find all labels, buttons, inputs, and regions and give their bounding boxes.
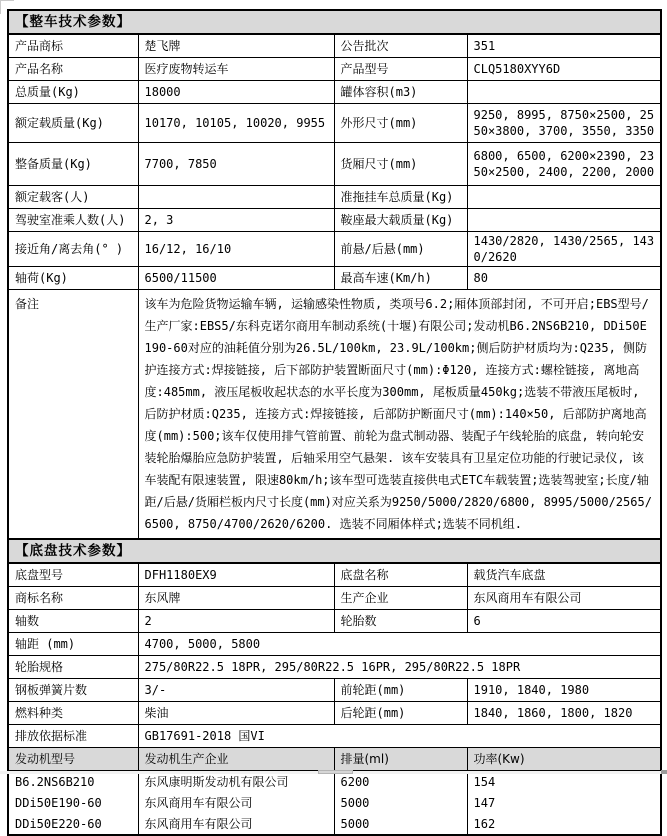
- param-value: [138, 186, 334, 209]
- param-value: 4700, 5000, 5800: [138, 633, 661, 656]
- chassis-section-title: 【底盘技术参数】: [8, 539, 661, 563]
- param-label: 底盘型号: [8, 563, 138, 587]
- param-value: 东风商用车有限公司: [467, 587, 661, 610]
- vehicle-section-title: 【整车技术参数】: [8, 10, 661, 34]
- engine-model-cell: DDi50E190-60: [8, 792, 138, 813]
- param-label: 前轮距(mm): [334, 679, 467, 702]
- table-row: [8, 563, 661, 587]
- table-row: [8, 679, 661, 702]
- table-row: [8, 34, 661, 58]
- tire-spec-row: [8, 656, 661, 679]
- table-row: [8, 267, 661, 290]
- param-label: 外形尺寸(mm): [334, 104, 467, 143]
- wheelbase-row: [8, 633, 661, 656]
- param-value: 6: [467, 610, 661, 633]
- engine-row: [8, 813, 661, 835]
- engine-power-cell: 154: [467, 771, 661, 793]
- engine-power-header: 功率(Kw): [467, 748, 661, 771]
- param-label: 底盘名称: [334, 563, 467, 587]
- emission-standard-row: [8, 725, 661, 748]
- param-value: 9250, 8995, 8750×2500, 2550×3800, 3700, 3550, 3350: [467, 104, 661, 143]
- engine-maker-cell: 东风商用车有限公司: [138, 813, 334, 835]
- param-value: GB17691-2018 国VI: [138, 725, 661, 748]
- engine-table-header-row: [8, 748, 661, 771]
- engine-displacement-header: 排量(ml): [334, 748, 467, 771]
- param-label: 轴荷(Kg): [8, 267, 138, 290]
- table-row: [8, 104, 661, 143]
- param-value: 351: [467, 34, 661, 58]
- horizontal-scrollbar-thumb[interactable]: [318, 770, 353, 774]
- engine-model-cell: DDi50E220-60: [8, 813, 138, 835]
- remark-row: [8, 290, 661, 540]
- param-label: 总质量(Kg): [8, 81, 138, 104]
- param-value: 楚飞牌: [138, 34, 334, 58]
- param-value: 东风牌: [138, 587, 334, 610]
- table-row: [8, 587, 661, 610]
- param-label: 钢板弹簧片数: [8, 679, 138, 702]
- param-value: 载货汽车底盘: [467, 563, 661, 587]
- engine-model-header: 发动机型号: [8, 748, 138, 771]
- param-label: 轮胎数: [334, 610, 467, 633]
- param-value: 柴油: [138, 702, 334, 725]
- param-value: CLQ5180XYY6D: [467, 58, 661, 81]
- spec-table: [7, 9, 662, 836]
- table-row: [8, 186, 661, 209]
- param-label: 接近角/离去角(° ): [8, 232, 138, 267]
- param-label: 鞍座最大载质量(Kg): [334, 209, 467, 232]
- param-value: 1430/2820, 1430/2565, 1430/2620: [467, 232, 661, 267]
- engine-row: [8, 792, 661, 813]
- param-label: 整备质量(Kg): [8, 143, 138, 186]
- param-value: 1910, 1840, 1980: [467, 679, 661, 702]
- vehicle-section-header-row: [8, 10, 661, 34]
- param-label: 后轮距(mm): [334, 702, 467, 725]
- param-value: [467, 186, 661, 209]
- param-value: 18000: [138, 81, 334, 104]
- param-label: 货厢尺寸(mm): [334, 143, 467, 186]
- param-label: 轴距 (mm): [8, 633, 138, 656]
- table-row: [8, 143, 661, 186]
- param-value: 医疗废物转运车: [138, 58, 334, 81]
- remark-label: 备注: [8, 290, 138, 540]
- param-label: 公告批次: [334, 34, 467, 58]
- engine-power-cell: 162: [467, 813, 661, 835]
- engine-maker-cell: 东风商用车有限公司: [138, 792, 334, 813]
- param-value: 2: [138, 610, 334, 633]
- param-label: 商标名称: [8, 587, 138, 610]
- param-value: 16/12, 16/10: [138, 232, 334, 267]
- table-row: [8, 232, 661, 267]
- table-row: [8, 81, 661, 104]
- param-value: [467, 209, 661, 232]
- param-label: 产品型号: [334, 58, 467, 81]
- table-row: [8, 58, 661, 81]
- param-value: 275/80R22.5 18PR, 295/80R22.5 16PR, 295/80R22.5 18PR: [138, 656, 661, 679]
- param-value: 2, 3: [138, 209, 334, 232]
- param-label: 排放依据标准: [8, 725, 138, 748]
- engine-displacement-cell: 5000: [334, 792, 467, 813]
- param-value: 10170, 10105, 10020, 9955: [138, 104, 334, 143]
- param-label: 产品商标: [8, 34, 138, 58]
- param-value: [467, 81, 661, 104]
- param-label: 额定载质量(Kg): [8, 104, 138, 143]
- param-label: 前悬/后悬(mm): [334, 232, 467, 267]
- param-label: 产品名称: [8, 58, 138, 81]
- engine-displacement-cell: 5000: [334, 813, 467, 835]
- engine-displacement-cell: 6200: [334, 771, 467, 793]
- table-row: [8, 209, 661, 232]
- param-label: 罐体容积(m3): [334, 81, 467, 104]
- param-value: 1840, 1860, 1800, 1820: [467, 702, 661, 725]
- param-label: 最高车速(Km/h): [334, 267, 467, 290]
- table-row: [8, 702, 661, 725]
- param-value: 6500/11500: [138, 267, 334, 290]
- param-value: DFH1180EX9: [138, 563, 334, 587]
- chassis-section-header-row: [8, 539, 661, 563]
- table-row: [8, 610, 661, 633]
- param-value: 3/-: [138, 679, 334, 702]
- engine-maker-header: 发动机生产企业: [138, 748, 334, 771]
- param-value: 80: [467, 267, 661, 290]
- param-label: 准拖挂车总质量(Kg): [334, 186, 467, 209]
- param-label: 驾驶室准乘人数(人): [8, 209, 138, 232]
- param-label: 燃料种类: [8, 702, 138, 725]
- engine-maker-cell: 东风康明斯发动机有限公司: [138, 771, 334, 793]
- param-label: 额定载客(人): [8, 186, 138, 209]
- scrollbar-corner: [661, 770, 667, 774]
- param-value: 7700, 7850: [138, 143, 334, 186]
- param-label: 轴数: [8, 610, 138, 633]
- param-label: 生产企业: [334, 587, 467, 610]
- param-value: 6800, 6500, 6200×2390, 2350×2500, 2400, 2200, 2000: [467, 143, 661, 186]
- engine-model-cell: B6.2NS6B210: [8, 771, 138, 793]
- remark-text: 该车为危险货物运输车辆, 运输感染性物质, 类项号6.2;厢体顶部封闭, 不可开启;EBS型号/生产厂家:EBS5/东科克诺尔商用车制动系统(十堰)有限公司;发动机B6.2NS6B210, DDi50E190-60对应的油耗值分别为26.5L/100km, 23.9L/100km;侧后防护材质均为:Q235, 侧防护连接方式:焊接链接, 后下部防护装置断面尺寸(mm):Φ120, 连接方式:螺栓链接, 离地高度:485mm, 液压尾板收起状态的水平长度为300mm, 尾板质量450kg;选装不带液压尾板时, 后防护材质:Q235, 连接方式:焊接链接, 后部防护断面尺寸(mm):140×50, 后部防护离地高度(mm):500;该车仅使用排气管前置、前轮为盘式制动器、装配子午线轮胎的底盘, 转向轮安装轮胎爆胎应急防护装置, 后轴采用空气悬架. 该车安装具有卫星定位功能的行驶记录仪, 该车装配有限速装置, 限速80km/h;该车型可选装直接供电式ETC车载装置;选装驾驶室;长度/轴距/后悬/货厢栏板内尺寸长度(mm)对应关系为9250/5000/2820/6800, 8995/5000/2565/6500, 8750/4700/2620/6200. 选装不同厢体样式;选装不同机组.: [138, 290, 661, 540]
- engine-power-cell: 147: [467, 792, 661, 813]
- param-label: 轮胎规格: [8, 656, 138, 679]
